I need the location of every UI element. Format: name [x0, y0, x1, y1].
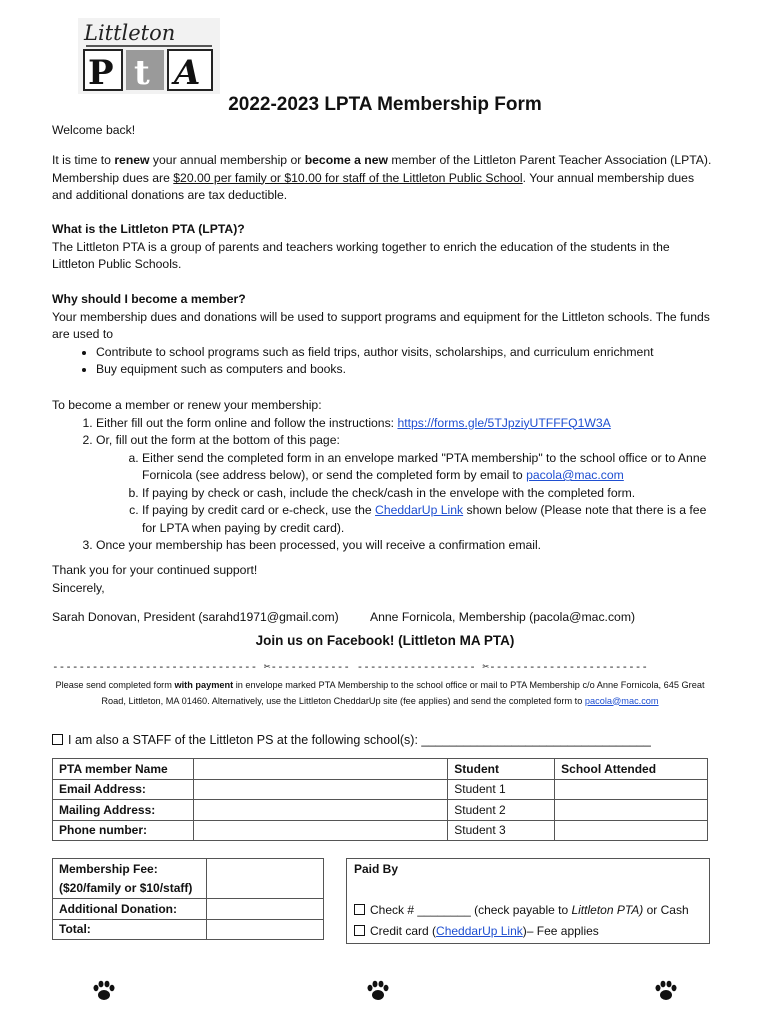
step-2a: a. Either send the completed form in an envelope marked "PTA membership" to the school office or to Anne Fornicola (see address below), or send the completed form by email to pacola@mac.com: [142, 450, 712, 485]
how-section: [52, 397, 712, 555]
checkbox-icon[interactable]: [354, 925, 365, 936]
staff-label: I am also a STAFF of the Littleton PS at the following school(s): _________________________________: [68, 733, 651, 747]
scissors-icon: ✂: [482, 660, 490, 673]
paid-by-heading: Paid By: [354, 862, 399, 876]
facebook-callout: Join us on Facebook! (Littleton MA PTA): [255, 633, 515, 648]
thanks-text: Thank you for your continued support!: [52, 563, 258, 577]
school-header: School Attended: [561, 761, 657, 776]
paw-print-icon: [654, 980, 678, 1008]
name-field[interactable]: [193, 759, 447, 780]
svg-text:P: P: [88, 53, 114, 93]
step-2b: b. If paying by check or cash, include the check/cash in the envelope with the completed form.: [142, 485, 712, 503]
table-row: [53, 859, 324, 879]
credit-card-option[interactable]: Credit card (CheddarUp Link)– Fee applies: [354, 924, 599, 938]
cut-line: ------------------------------- ✂------------ ------------------ ✂------------------------: [52, 660, 649, 673]
step-2: 2. Or, fill out the form at the bottom of this page: a. Either send the completed form in an envelope marked "PTA membership" to the school office or to Anne Fornicola (see address below), or send the completed form by email to pacola@mac.com b. If paying by check or cash, include the check/cash in the envelope with the completed form. c. If paying by credit card or e-check, use the CheddarUp Link shown below (Please note that there is a fee for LPTA when paying by credit card).: [96, 432, 712, 537]
what-text: The Littleton PTA is a group of parents and teachers working together to enrich the education of the students in the Littleton Public Schools.: [52, 239, 670, 271]
mailing-instructions: Please send completed form with payment in envelope marked PTA Membership to the school office or mail to PTA Membership c/o Anne Fornicola, 645 Great Road, Littleton, MA 01460. Alternatively, use the Littleton CheddarUp site (fee applies) and send the completed form to pacola@mac.com: [55, 680, 705, 706]
total-field[interactable]: [206, 919, 323, 940]
total-label: Total:: [59, 922, 91, 937]
school-1-field[interactable]: [555, 779, 708, 800]
scissors-icon: ✂: [263, 660, 271, 673]
closing: [52, 562, 712, 597]
email-link[interactable]: pacola@mac.com: [584, 695, 659, 706]
paw-print-icon: [366, 980, 390, 1008]
school-2-field[interactable]: [555, 800, 708, 821]
why-text: Your membership dues and donations will be used to support programs and equipment for the Littleton schools. The funds are used to: [52, 309, 710, 341]
page-title: 2022-2023 LPTA Membership Form: [228, 94, 542, 115]
fee-sub-label: ($20/family or $10/staff): [59, 881, 193, 896]
table-row: [53, 820, 708, 841]
list-item: • Contribute to school programs such as field trips, author visits, scholarships, and curriculum enrichment: [96, 344, 712, 362]
welcome-text: Welcome back!: [52, 123, 136, 137]
table-row: [53, 919, 324, 940]
paw-print-icon: [92, 980, 116, 1008]
table-row: [53, 899, 324, 920]
email-label: Email Address:: [59, 782, 146, 797]
check-option[interactable]: Check # ________ (check payable to Littleton PTA) or Cash: [354, 903, 689, 917]
table-row: [53, 779, 708, 800]
cheddarup-link[interactable]: CheddarUp Link: [436, 924, 523, 938]
checkbox-icon[interactable]: [52, 734, 63, 745]
staff-option[interactable]: [52, 733, 651, 747]
student-1-label: Student 1: [448, 779, 555, 800]
step-1: 1. Either fill out the form online and follow the instructions: https://forms.gle/5TJpziyUTFFFQ1W3A: [96, 415, 712, 433]
email-field[interactable]: [193, 779, 447, 800]
step-3: 3. Once your membership has been processed, you will receive a confirmation email.: [96, 537, 712, 555]
student-header: Student: [454, 761, 499, 776]
school-3-field[interactable]: [555, 820, 708, 841]
signature-membership: Anne Fornicola, Membership (pacola@mac.com): [370, 610, 636, 624]
svg-text:A: A: [174, 53, 201, 93]
donation-label: Additional Donation:: [59, 901, 177, 916]
table-row: [53, 759, 708, 780]
cheddarup-link[interactable]: CheddarUp Link: [375, 503, 464, 517]
google-form-link[interactable]: https://forms.gle/5TJpziyUTFFFQ1W3A: [397, 415, 611, 430]
signature-president: Sarah Donovan, President (sarahd1971@gmail.com): [52, 610, 339, 624]
student-2-label: Student 2: [448, 800, 555, 821]
what-section: [52, 221, 712, 274]
donation-field[interactable]: [206, 899, 323, 920]
intro-paragraph: It is time to renew your annual membership or become a new member of the Littleton Parent Teacher Association (LPTA). Membership dues are $20.00 per family or $10.00 for staff of the Littleton Public School. Your annual membership dues and additional donations are tax deductible.: [52, 153, 712, 202]
step-2c: c. If paying by credit card or e-check, use the CheddarUp Link shown below (Please note that there is a fee for LPTA when paying by credit card).: [142, 502, 712, 537]
student-3-label: Student 3: [448, 820, 555, 841]
list-item: • Buy equipment such as computers and books.: [96, 361, 712, 379]
checkbox-icon[interactable]: [354, 904, 365, 915]
sincerely-text: Sincerely,: [52, 580, 105, 595]
member-info-table: [52, 758, 708, 841]
table-row: [53, 800, 708, 821]
mailing-field[interactable]: [193, 800, 447, 821]
svg-text:t: t: [134, 53, 150, 93]
why-section: [52, 291, 712, 379]
paid-by-box: [346, 858, 710, 944]
mailing-label: Mailing Address:: [59, 802, 156, 817]
fee-label: Membership Fee:: [59, 861, 158, 876]
what-heading: What is the Littleton PTA (LPTA)?: [52, 222, 245, 236]
why-heading: Why should I become a member?: [52, 292, 246, 306]
email-link[interactable]: pacola@mac.com: [526, 468, 624, 482]
how-intro: To become a member or renew your membership:: [52, 398, 322, 412]
dues-amount: $20.00 per family or $10.00 for staff of the Littleton Public School: [173, 170, 523, 185]
phone-label: Phone number:: [59, 823, 148, 838]
logo-text-littleton: Littleton: [84, 21, 176, 45]
littleton-pta-logo: [78, 18, 220, 94]
phone-field[interactable]: [193, 820, 447, 841]
name-label: PTA member Name: [59, 761, 168, 776]
fee-table: [52, 858, 324, 940]
fee-field[interactable]: [206, 859, 323, 899]
